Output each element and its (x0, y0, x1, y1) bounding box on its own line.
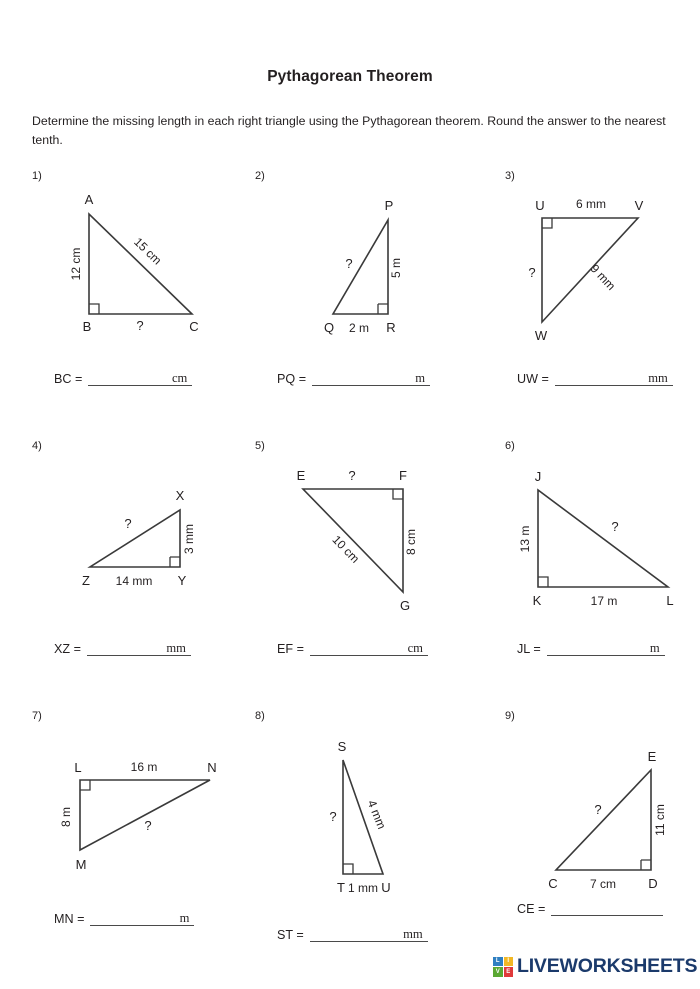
triangle-figure-9 (505, 722, 700, 891)
liveworksheets-logo-icon (493, 957, 513, 977)
triangle-figure-3 (505, 182, 700, 342)
unknown-side-label-CE: ? (594, 802, 602, 817)
side-label-EG: 10 cm (329, 532, 363, 566)
vertex-label-X: X (175, 488, 185, 503)
vertex-label-D: D (648, 876, 658, 891)
vertex-label-C: C (548, 876, 558, 891)
side-label-ZY: 14 mm (115, 574, 153, 588)
liveworksheets-logo-text: LIVEWORKSHEETS (517, 955, 698, 977)
vertex-label-M: M (75, 857, 87, 872)
answer-row-5 (277, 639, 428, 656)
answer-unit: mm (166, 641, 186, 655)
side-label-LN: 16 m (130, 760, 158, 774)
vertex-label-L: L (74, 760, 82, 775)
vertex-label-A: A (84, 192, 94, 207)
side-label-XY: 3 mm (182, 524, 196, 554)
triangle-figure-6 (505, 452, 700, 612)
answer-label: JL = (517, 642, 541, 656)
vertex-label-F: F (399, 468, 407, 483)
unknown-side-label-UW: ? (528, 265, 536, 280)
vertex-label-Q: Q (323, 320, 335, 335)
unknown-side-label-BC: ? (136, 318, 144, 333)
answer-label: XZ = (54, 642, 81, 656)
vertex-label-L: L (666, 593, 674, 608)
problem-7 (32, 710, 255, 932)
triangle-figure-7 (32, 722, 255, 882)
side-label-VW: 9 mm (587, 261, 619, 294)
problem-number: 1) (32, 170, 42, 182)
problem-5 (255, 440, 478, 662)
vertex-label-C: C (189, 319, 199, 334)
problem-number: 7) (32, 710, 42, 722)
triangle-figure-1 (32, 182, 255, 342)
side-label-AC: 15 cm (131, 234, 165, 268)
logo-cell-e: E (504, 967, 514, 977)
answer-unit: mm (403, 927, 423, 941)
answer-row-3 (517, 369, 673, 386)
side-label-JK: 13 m (518, 525, 532, 553)
answer-row-1 (54, 369, 192, 386)
answer-input-1[interactable] (88, 369, 192, 386)
answer-input-5[interactable] (310, 639, 428, 656)
side-label-KL: 17 m (590, 594, 618, 608)
page-title: Pythagorean Theorem (267, 68, 433, 85)
vertex-label-G: G (399, 598, 411, 613)
vertex-label-W: W (534, 328, 548, 343)
problem-2 (255, 170, 478, 392)
vertex-label-K: K (532, 593, 542, 608)
answer-unit: m (649, 641, 660, 655)
unknown-side-label-ST: ? (329, 809, 337, 824)
unknown-side-label-XZ: ? (124, 516, 132, 531)
side-label-LM: 8 m (59, 806, 73, 828)
liveworksheets-logo[interactable] (493, 955, 697, 978)
unknown-side-label-PQ: ? (345, 256, 353, 271)
answer-input-4[interactable] (87, 639, 191, 656)
logo-cell-i: I (504, 957, 514, 967)
instructions-text: Determine the missing length in each right triangle using the Pythagorean theorem. Round the answer to the nearest tenth. (32, 114, 666, 147)
answer-row-7 (54, 909, 194, 926)
triangle-figure-8 (255, 722, 478, 895)
logo-cell-l: L (493, 957, 503, 967)
problem-number: 3) (505, 170, 515, 182)
answer-input-9[interactable] (551, 899, 663, 916)
vertex-label-T: T (337, 880, 345, 895)
problem-3 (505, 170, 700, 392)
answer-input-3[interactable] (555, 369, 673, 386)
answer-input-7[interactable] (90, 909, 194, 926)
vertex-label-E: E (647, 749, 657, 764)
vertex-label-P: P (384, 198, 394, 213)
unknown-side-label-EF: ? (348, 468, 356, 483)
problem-9 (505, 710, 700, 932)
problem-number: 8) (255, 710, 265, 722)
answer-input-6[interactable] (547, 639, 665, 656)
problem-number: 6) (505, 440, 515, 452)
answer-unit: mm (648, 371, 668, 385)
triangle-figure-2 (255, 182, 478, 342)
problem-number: 2) (255, 170, 265, 182)
side-label-UV: 6 mm (576, 197, 606, 211)
vertex-label-E: E (296, 468, 306, 483)
vertex-label-Y: Y (177, 573, 187, 588)
problem-number: 4) (32, 440, 42, 452)
vertex-label-J: J (534, 469, 542, 484)
answer-label: EF = (277, 642, 304, 656)
answer-unit: m (415, 371, 426, 385)
answer-label: CE = (517, 902, 546, 916)
answer-input-8[interactable] (310, 925, 428, 942)
answer-row-4 (54, 639, 191, 656)
answer-label: MN = (54, 912, 85, 926)
vertex-label-V: V (634, 198, 644, 213)
answer-unit: cm (407, 641, 423, 655)
problem-8 (255, 710, 478, 942)
problem-1 (32, 170, 255, 392)
triangle-figure-5 (255, 452, 478, 612)
problem-6 (505, 440, 700, 662)
vertex-label-S: S (337, 739, 347, 754)
side-label-FG: 8 cm (404, 528, 418, 556)
side-label-DE: 11 cm (653, 804, 667, 836)
answer-row-2 (277, 369, 430, 386)
vertex-label-B: B (82, 319, 92, 334)
answer-row-9 (517, 899, 663, 916)
unknown-side-label-JL: ? (611, 519, 619, 534)
side-label-SU: 4 mm (364, 797, 389, 832)
side-label-AB: 12 cm (69, 247, 83, 281)
vertex-label-U: U (381, 880, 391, 895)
problem-number: 5) (255, 440, 265, 452)
answer-label: ST = (277, 928, 304, 942)
problem-4 (32, 440, 255, 662)
answer-label: PQ = (277, 372, 307, 386)
answer-unit: m (179, 911, 190, 925)
answer-input-2[interactable] (312, 369, 430, 386)
unknown-side-label-MN: ? (144, 818, 152, 833)
vertex-label-U: U (535, 198, 545, 213)
side-label-CD: 7 cm (589, 877, 617, 891)
answer-label: UW = (517, 372, 549, 386)
answer-row-6 (517, 639, 665, 656)
answer-unit: cm (171, 371, 188, 385)
vertex-label-N: N (207, 760, 217, 775)
side-label-TU: 1 mm (348, 881, 378, 895)
problem-number: 9) (505, 710, 515, 722)
answer-row-8 (277, 925, 428, 942)
vertex-label-R: R (386, 320, 396, 335)
answer-label: BC = (54, 372, 83, 386)
logo-cell-v: V (493, 967, 503, 977)
side-label-QR: 2 m (348, 321, 370, 335)
triangle-figure-4 (32, 452, 255, 612)
side-label-PR: 5 m (389, 257, 403, 279)
vertex-label-Z: Z (82, 573, 90, 588)
